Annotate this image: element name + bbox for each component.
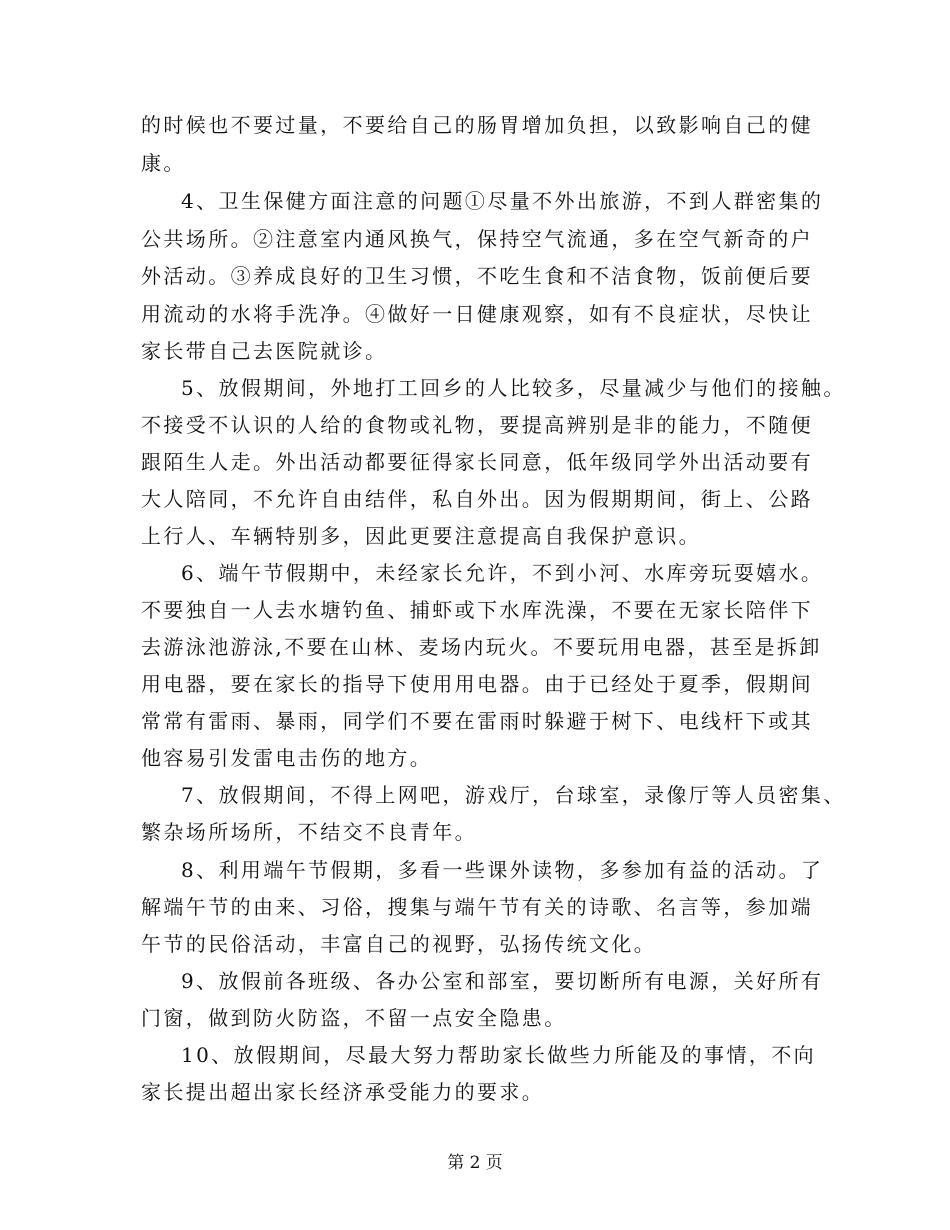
paragraph-first-line: 9、放假前各班级、各办公室和部室，要切断所有电源，关好所有 bbox=[181, 969, 824, 993]
paragraph-first-line: 10、放假期间，尽最大努力帮助家长做些力所能及的事情，不向 bbox=[181, 1043, 817, 1067]
text-line: 跟陌生人走。外出活动都要征得家长同意，低年级同学外出活动要有 bbox=[141, 450, 813, 474]
text-line: 常常有雷雨、暴雨，同学们不要在雷雨时躲避于树下、电线杆下或其 bbox=[141, 709, 813, 733]
paragraph-first-line: 7、放假期间，不得上网吧，游戏厅，台球室，录像厅等人员密集、 bbox=[181, 783, 846, 807]
text-line: 去游泳池游泳,不要在山林、麦场内玩火。不要玩用电器，甚至是拆卸 bbox=[141, 635, 822, 659]
text-line: 大人陪同，不允许自由结伴，私自外出。因为假期期间，街上、公路 bbox=[141, 487, 813, 511]
text-line: 公共场所。②注意室内通风换气，保持空气流通，多在空气新奇的户 bbox=[141, 227, 813, 251]
text-line: 用电器，要在家长的指导下使用用电器。由于已经处于夏季，假期间 bbox=[141, 672, 813, 696]
paragraph-first-line: 4、卫生保健方面注意的问题①尽量不外出旅游，不到人群密集的 bbox=[181, 189, 824, 213]
text-line: 的时候也不要过量，不要给自己的肠胃增加负担，以致影响自己的健 bbox=[141, 113, 813, 137]
text-line: 不要独自一人去水塘钓鱼、捕虾或下水库洗澡，不要在无家长陪伴下 bbox=[141, 598, 813, 622]
paragraph-first-line: 5、放假期间，外地打工回乡的人比较多，尽量减少与他们的接触。 bbox=[181, 376, 846, 400]
text-line: 外活动。③养成良好的卫生习惯，不吃生食和不洁食物，饭前便后要 bbox=[141, 264, 813, 288]
text-line: 解端午节的由来、习俗，搜集与端午节有关的诗歌、名言等，参加端 bbox=[141, 895, 813, 919]
text-line: 繁杂场所场所，不结交不良青年。 bbox=[141, 820, 477, 844]
text-line: 门窗，做到防火防盗，不留一点安全隐患。 bbox=[141, 1006, 567, 1030]
text-line: 康。 bbox=[141, 151, 186, 175]
paragraph-first-line: 6、端午节假期中，未经家长允许，不到小河、水库旁玩耍嬉水。 bbox=[181, 561, 824, 585]
text-line: 午节的民俗活动，丰富自己的视野，弘扬传统文化。 bbox=[141, 932, 657, 956]
page-number: 第 2 页 bbox=[447, 1153, 503, 1173]
text-line: 不接受不认识的人给的食物或礼物，要提高辨别是非的能力，不随便 bbox=[141, 413, 813, 437]
text-line: 他容易引发雷电击伤的地方。 bbox=[141, 746, 433, 770]
text-line: 上行人、车辆特别多，因此更要注意提高自我保护意识。 bbox=[141, 524, 701, 548]
text-line: 家长提出超出家长经济承受能力的要求。 bbox=[141, 1080, 545, 1104]
text-line: 家长带自己去医院就诊。 bbox=[141, 339, 388, 363]
text-line: 用流动的水将手洗净。④做好一日健康观察，如有不良症状，尽快让 bbox=[141, 302, 813, 326]
paragraph-first-line: 8、利用端午节假期，多看一些课外读物，多参加有益的活动。了 bbox=[181, 858, 824, 882]
